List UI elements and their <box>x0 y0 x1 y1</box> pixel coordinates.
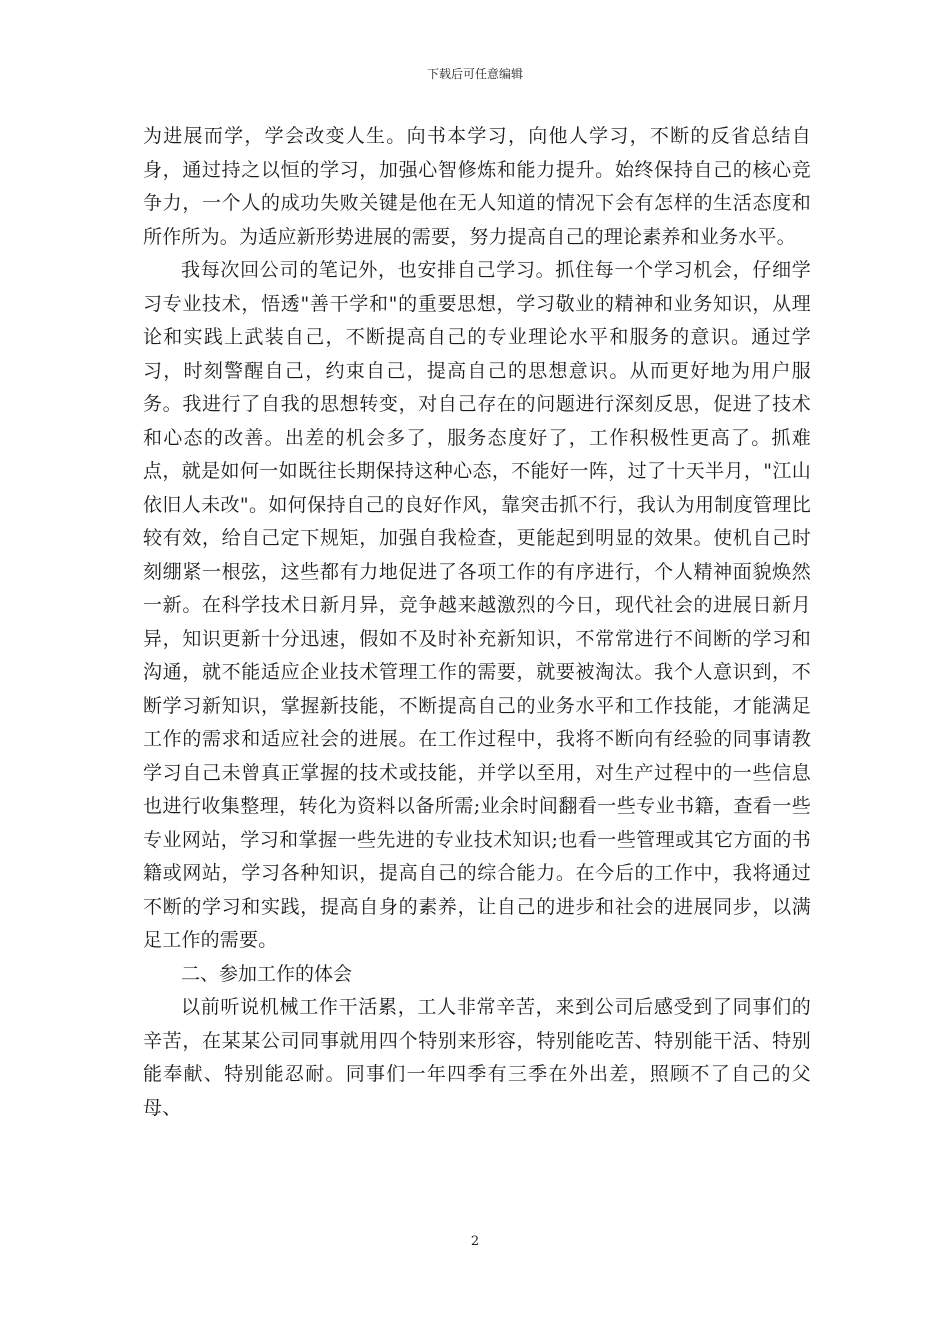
section-heading: 二、参加工作的体会 <box>181 962 353 985</box>
page-number: 2 <box>470 1234 480 1249</box>
page-header: 下载后可任意编辑 <box>426 67 523 81</box>
paragraph-continuation: 为进展而学，学会改变人生。向书本学习，向他人学习，不断的反省总结自身，通过持之以恒的学习，加强心智修炼和能力提升。始终保持自己的核心竞争力，一个人的成功失败关键是他在无人知道的情况下会有怎样的生活态度和所作所为。为适应新形势进展的需要，努力提高自己的理论素养和业务水平。 <box>143 125 811 248</box>
paragraph-work-experience: 以前听说机械工作干活累，工人非常辛苦，来到公司后感受到了同事们的辛苦，在某某公司同事就用四个特别来形容，特别能吃苦、特别能干活、特别能奉献、特别能忍耐。同事们一年四季有三季在外出差，照顾不了自己的父母、 <box>143 996 811 1119</box>
paragraph-study: 我每次回公司的笔记外，也安排自己学习。抓住每一个学习机会，仔细学习专业技术，悟透"善干学和"的重要思想，学习敬业的精神和业务知识，从理论和实践上武装自己，不断提高自己的专业理论水平和服务的意识。通过学习，时刻警醒自己，约束自己，提高自己的思想意识。从而更好地为用户服务。我进行了自我的思想转变，对自己存在的问题进行深刻反思，促进了技术和心态的改善。出差的机会多了，服务态度好了，工作积极性更高了。抓难点，就是如何一如既往长期保持这种心态，不能好一阵，过了十天半月，"江山依旧人未改"。如何保持自己的良好作风，靠突击抓不行，我认为用制度管理比较有效，给自己定下规矩，加强自我检查，更能起到明显的效果。使机自己时刻绷紧一根弦，这些都有力地促进了各项工作的有序进行，个人精神面貌焕然一新。在科学技术日新月异，竞争越来越激烈的今日，现代社会的进展日新月异，知识更新十分迅速，假如不及时补充新知识，不常常进行不间断的学习和沟通，就不能适应企业技术管理工作的需要，就要被淘汰。我个人意识到，不断学习新知识，掌握新技能，不断提高自己的业务水平和工作技能，才能满足工作的需求和适应社会的进展。在工作过程中，我将不断向有经验的同事请教学习自己未曾真正掌握的技术或技能，并学以至用，对生产过程中的一些信息也进行收集整理，转化为资料以备所需;业余时间翻看一些专业书籍，查看一些专业网站，学习和掌握一些先进的专业技术知识;也看一些管理或其它方面的书籍或网站，学习各种知识，提高自己的综合能力。在今后的工作中，我将通过不断的学习和实践，提高自身的素养，让自己的进步和社会的进展同步，以满足工作的需要。 <box>143 259 811 951</box>
document-body <box>143 120 811 1125</box>
